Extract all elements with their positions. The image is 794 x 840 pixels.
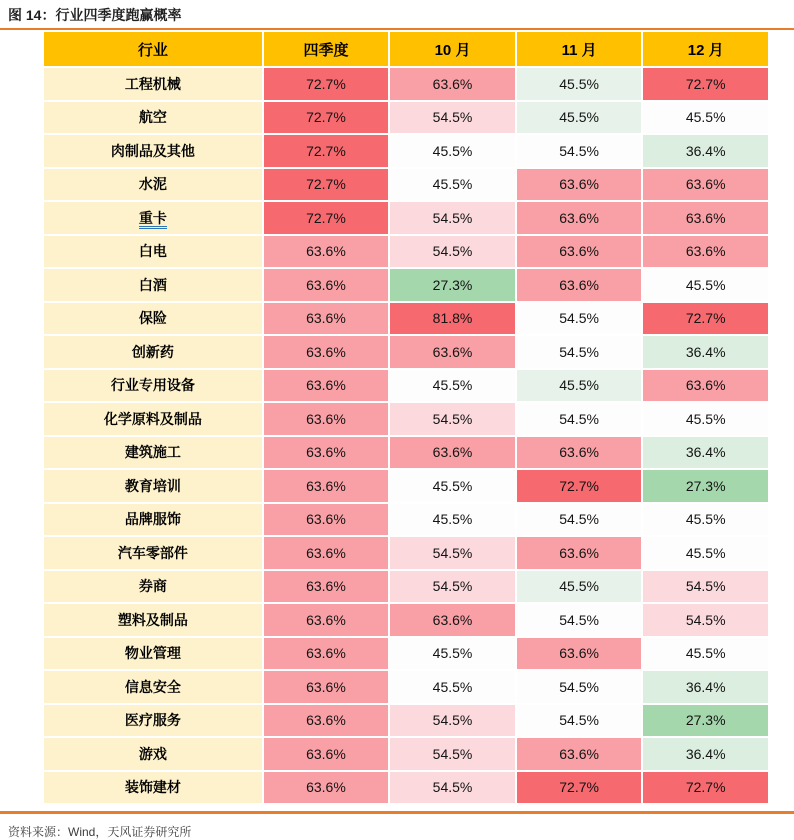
table-row bbox=[44, 604, 768, 636]
table-row bbox=[44, 269, 768, 301]
industry-cell bbox=[44, 403, 262, 435]
value-cell-oct: 54.5% bbox=[390, 102, 515, 134]
value-cell-dec: 45.5% bbox=[643, 504, 768, 536]
value-cell-q4: 63.6% bbox=[264, 303, 389, 335]
industry-label: 塑料及制品 bbox=[117, 611, 188, 628]
industry-label: 游戏 bbox=[138, 745, 167, 762]
table-row bbox=[44, 202, 768, 234]
value-cell-q4: 63.6% bbox=[264, 403, 389, 435]
industry-label: 水泥 bbox=[138, 176, 167, 193]
industry-label: 装饰建材 bbox=[124, 779, 181, 796]
value-cell-nov: 63.6% bbox=[517, 437, 642, 469]
industry-cell bbox=[44, 135, 262, 167]
industry-cell bbox=[44, 303, 262, 335]
value-cell-oct: 63.6% bbox=[390, 604, 515, 636]
industry-cell bbox=[44, 638, 262, 670]
value-cell-dec: 63.6% bbox=[643, 169, 768, 201]
value-cell-oct: 45.5% bbox=[390, 504, 515, 536]
value-cell-oct: 27.3% bbox=[390, 269, 515, 301]
value-cell-nov: 63.6% bbox=[517, 638, 642, 670]
value-cell-nov: 45.5% bbox=[517, 370, 642, 402]
industry-label: 汽车零部件 bbox=[117, 544, 188, 561]
table-row bbox=[44, 68, 768, 100]
value-cell-q4: 63.6% bbox=[264, 269, 389, 301]
table-row bbox=[44, 437, 768, 469]
figure-title: 图 14：行业四季度跑赢概率 bbox=[8, 7, 182, 23]
value-cell-q4: 72.7% bbox=[264, 135, 389, 167]
value-cell-q4: 63.6% bbox=[264, 705, 389, 737]
value-cell-oct: 54.5% bbox=[390, 537, 515, 569]
value-cell-nov: 54.5% bbox=[517, 403, 642, 435]
value-cell-q4: 72.7% bbox=[264, 169, 389, 201]
industry-cell bbox=[44, 336, 262, 368]
industry-label: 品牌服饰 bbox=[124, 511, 181, 528]
value-cell-nov: 45.5% bbox=[517, 102, 642, 134]
value-cell-dec: 45.5% bbox=[643, 403, 768, 435]
value-cell-nov: 72.7% bbox=[517, 772, 642, 804]
table-row bbox=[44, 102, 768, 134]
value-cell-q4: 63.6% bbox=[264, 437, 389, 469]
industry-label: 信息安全 bbox=[124, 678, 181, 695]
value-cell-nov: 54.5% bbox=[517, 336, 642, 368]
header-cell-oct: 10 月 bbox=[390, 32, 515, 66]
value-cell-q4: 63.6% bbox=[264, 336, 389, 368]
value-cell-q4: 63.6% bbox=[264, 604, 389, 636]
value-cell-oct: 45.5% bbox=[390, 638, 515, 670]
industry-cell bbox=[44, 236, 262, 268]
table-row bbox=[44, 705, 768, 737]
table-row bbox=[44, 336, 768, 368]
industry-label: 建筑施工 bbox=[124, 444, 181, 461]
table-row bbox=[44, 470, 768, 502]
value-cell-nov: 63.6% bbox=[517, 202, 642, 234]
value-cell-nov: 63.6% bbox=[517, 738, 642, 770]
value-cell-oct: 54.5% bbox=[390, 236, 515, 268]
value-cell-dec: 36.4% bbox=[643, 671, 768, 703]
industry-label: 航空 bbox=[138, 109, 167, 126]
value-cell-q4: 72.7% bbox=[264, 68, 389, 100]
value-cell-dec: 63.6% bbox=[643, 370, 768, 402]
header-cell-dec: 12 月 bbox=[643, 32, 768, 66]
value-cell-dec: 54.5% bbox=[643, 604, 768, 636]
table-row bbox=[44, 135, 768, 167]
value-cell-nov: 45.5% bbox=[517, 571, 642, 603]
value-cell-oct: 45.5% bbox=[390, 671, 515, 703]
industry-cell bbox=[44, 68, 262, 100]
value-cell-nov: 63.6% bbox=[517, 537, 642, 569]
industry-label: 白酒 bbox=[138, 276, 167, 293]
value-cell-oct: 63.6% bbox=[390, 336, 515, 368]
value-cell-dec: 72.7% bbox=[643, 772, 768, 804]
table-row bbox=[44, 638, 768, 670]
value-cell-dec: 45.5% bbox=[643, 269, 768, 301]
value-cell-q4: 63.6% bbox=[264, 504, 389, 536]
header-cell-nov: 11 月 bbox=[517, 32, 642, 66]
value-cell-nov: 72.7% bbox=[517, 470, 642, 502]
table-row bbox=[44, 571, 768, 603]
value-cell-nov: 54.5% bbox=[517, 303, 642, 335]
value-cell-dec: 36.4% bbox=[643, 336, 768, 368]
industry-label: 医疗服务 bbox=[124, 712, 181, 729]
industry-cell bbox=[44, 370, 262, 402]
industry-label: 创新药 bbox=[131, 343, 174, 360]
industry-cell bbox=[44, 470, 262, 502]
value-cell-dec: 54.5% bbox=[643, 571, 768, 603]
industry-label: 券商 bbox=[138, 578, 167, 595]
value-cell-oct: 63.6% bbox=[390, 68, 515, 100]
table-row bbox=[44, 772, 768, 804]
industry-cell bbox=[44, 169, 262, 201]
industry-cell bbox=[44, 269, 262, 301]
value-cell-oct: 45.5% bbox=[390, 169, 515, 201]
industry-cell bbox=[44, 537, 262, 569]
value-cell-dec: 45.5% bbox=[643, 537, 768, 569]
value-cell-dec: 63.6% bbox=[643, 236, 768, 268]
table-row bbox=[44, 671, 768, 703]
industry-cell bbox=[44, 504, 262, 536]
table-row bbox=[44, 169, 768, 201]
value-cell-dec: 27.3% bbox=[643, 705, 768, 737]
value-cell-dec: 63.6% bbox=[643, 202, 768, 234]
table-row bbox=[44, 236, 768, 268]
industry-cell bbox=[44, 772, 262, 804]
value-cell-nov: 63.6% bbox=[517, 236, 642, 268]
value-cell-oct: 45.5% bbox=[390, 135, 515, 167]
value-cell-nov: 54.5% bbox=[517, 671, 642, 703]
value-cell-q4: 72.7% bbox=[264, 202, 389, 234]
value-cell-q4: 63.6% bbox=[264, 638, 389, 670]
value-cell-oct: 54.5% bbox=[390, 705, 515, 737]
value-cell-nov: 63.6% bbox=[517, 169, 642, 201]
value-cell-q4: 63.6% bbox=[264, 671, 389, 703]
header-cell-industry: 行业 bbox=[44, 32, 262, 66]
header-cell-q4: 四季度 bbox=[264, 32, 389, 66]
industry-cell bbox=[44, 738, 262, 770]
value-cell-dec: 72.7% bbox=[643, 68, 768, 100]
industry-label: 物业管理 bbox=[124, 645, 181, 662]
probability-table bbox=[42, 30, 770, 805]
industry-label: 保险 bbox=[138, 310, 167, 327]
industry-label: 行业专用设备 bbox=[110, 377, 195, 394]
source-note: 资料来源：Wind，天风证券研究所 bbox=[8, 825, 192, 839]
value-cell-nov: 54.5% bbox=[517, 504, 642, 536]
industry-label: 工程机械 bbox=[124, 75, 181, 92]
value-cell-nov: 45.5% bbox=[517, 68, 642, 100]
industry-cell bbox=[44, 437, 262, 469]
value-cell-dec: 36.4% bbox=[643, 135, 768, 167]
value-cell-oct: 81.8% bbox=[390, 303, 515, 335]
value-cell-q4: 63.6% bbox=[264, 470, 389, 502]
industry-cell bbox=[44, 671, 262, 703]
table-row bbox=[44, 504, 768, 536]
industry-cell bbox=[44, 604, 262, 636]
value-cell-oct: 63.6% bbox=[390, 437, 515, 469]
industry-cell bbox=[44, 705, 262, 737]
value-cell-dec: 72.7% bbox=[643, 303, 768, 335]
industry-cell bbox=[44, 202, 262, 234]
value-cell-dec: 45.5% bbox=[643, 638, 768, 670]
value-cell-nov: 54.5% bbox=[517, 604, 642, 636]
value-cell-oct: 54.5% bbox=[390, 202, 515, 234]
probability-table-container bbox=[0, 30, 794, 805]
value-cell-nov: 54.5% bbox=[517, 135, 642, 167]
value-cell-oct: 54.5% bbox=[390, 571, 515, 603]
table-row bbox=[44, 403, 768, 435]
table-row bbox=[44, 738, 768, 770]
table-row bbox=[44, 537, 768, 569]
value-cell-q4: 63.6% bbox=[264, 738, 389, 770]
value-cell-oct: 45.5% bbox=[390, 470, 515, 502]
value-cell-q4: 63.6% bbox=[264, 236, 389, 268]
value-cell-dec: 36.4% bbox=[643, 738, 768, 770]
value-cell-oct: 54.5% bbox=[390, 738, 515, 770]
value-cell-oct: 54.5% bbox=[390, 772, 515, 804]
header-row bbox=[44, 32, 768, 66]
table-row bbox=[44, 303, 768, 335]
industry-label: 化学原料及制品 bbox=[103, 410, 202, 427]
value-cell-q4: 63.6% bbox=[264, 772, 389, 804]
value-cell-q4: 72.7% bbox=[264, 102, 389, 134]
table-row bbox=[44, 370, 768, 402]
value-cell-q4: 63.6% bbox=[264, 370, 389, 402]
value-cell-oct: 45.5% bbox=[390, 370, 515, 402]
value-cell-nov: 63.6% bbox=[517, 269, 642, 301]
value-cell-q4: 63.6% bbox=[264, 571, 389, 603]
industry-label: 白电 bbox=[138, 243, 167, 260]
industry-label: 重卡 bbox=[139, 210, 167, 229]
value-cell-q4: 63.6% bbox=[264, 537, 389, 569]
industry-cell bbox=[44, 571, 262, 603]
value-cell-oct: 54.5% bbox=[390, 403, 515, 435]
value-cell-dec: 36.4% bbox=[643, 437, 768, 469]
industry-label: 肉制品及其他 bbox=[110, 142, 195, 159]
value-cell-dec: 45.5% bbox=[643, 102, 768, 134]
value-cell-dec: 27.3% bbox=[643, 470, 768, 502]
industry-label: 教育培训 bbox=[124, 477, 181, 494]
value-cell-nov: 54.5% bbox=[517, 705, 642, 737]
industry-cell bbox=[44, 102, 262, 134]
